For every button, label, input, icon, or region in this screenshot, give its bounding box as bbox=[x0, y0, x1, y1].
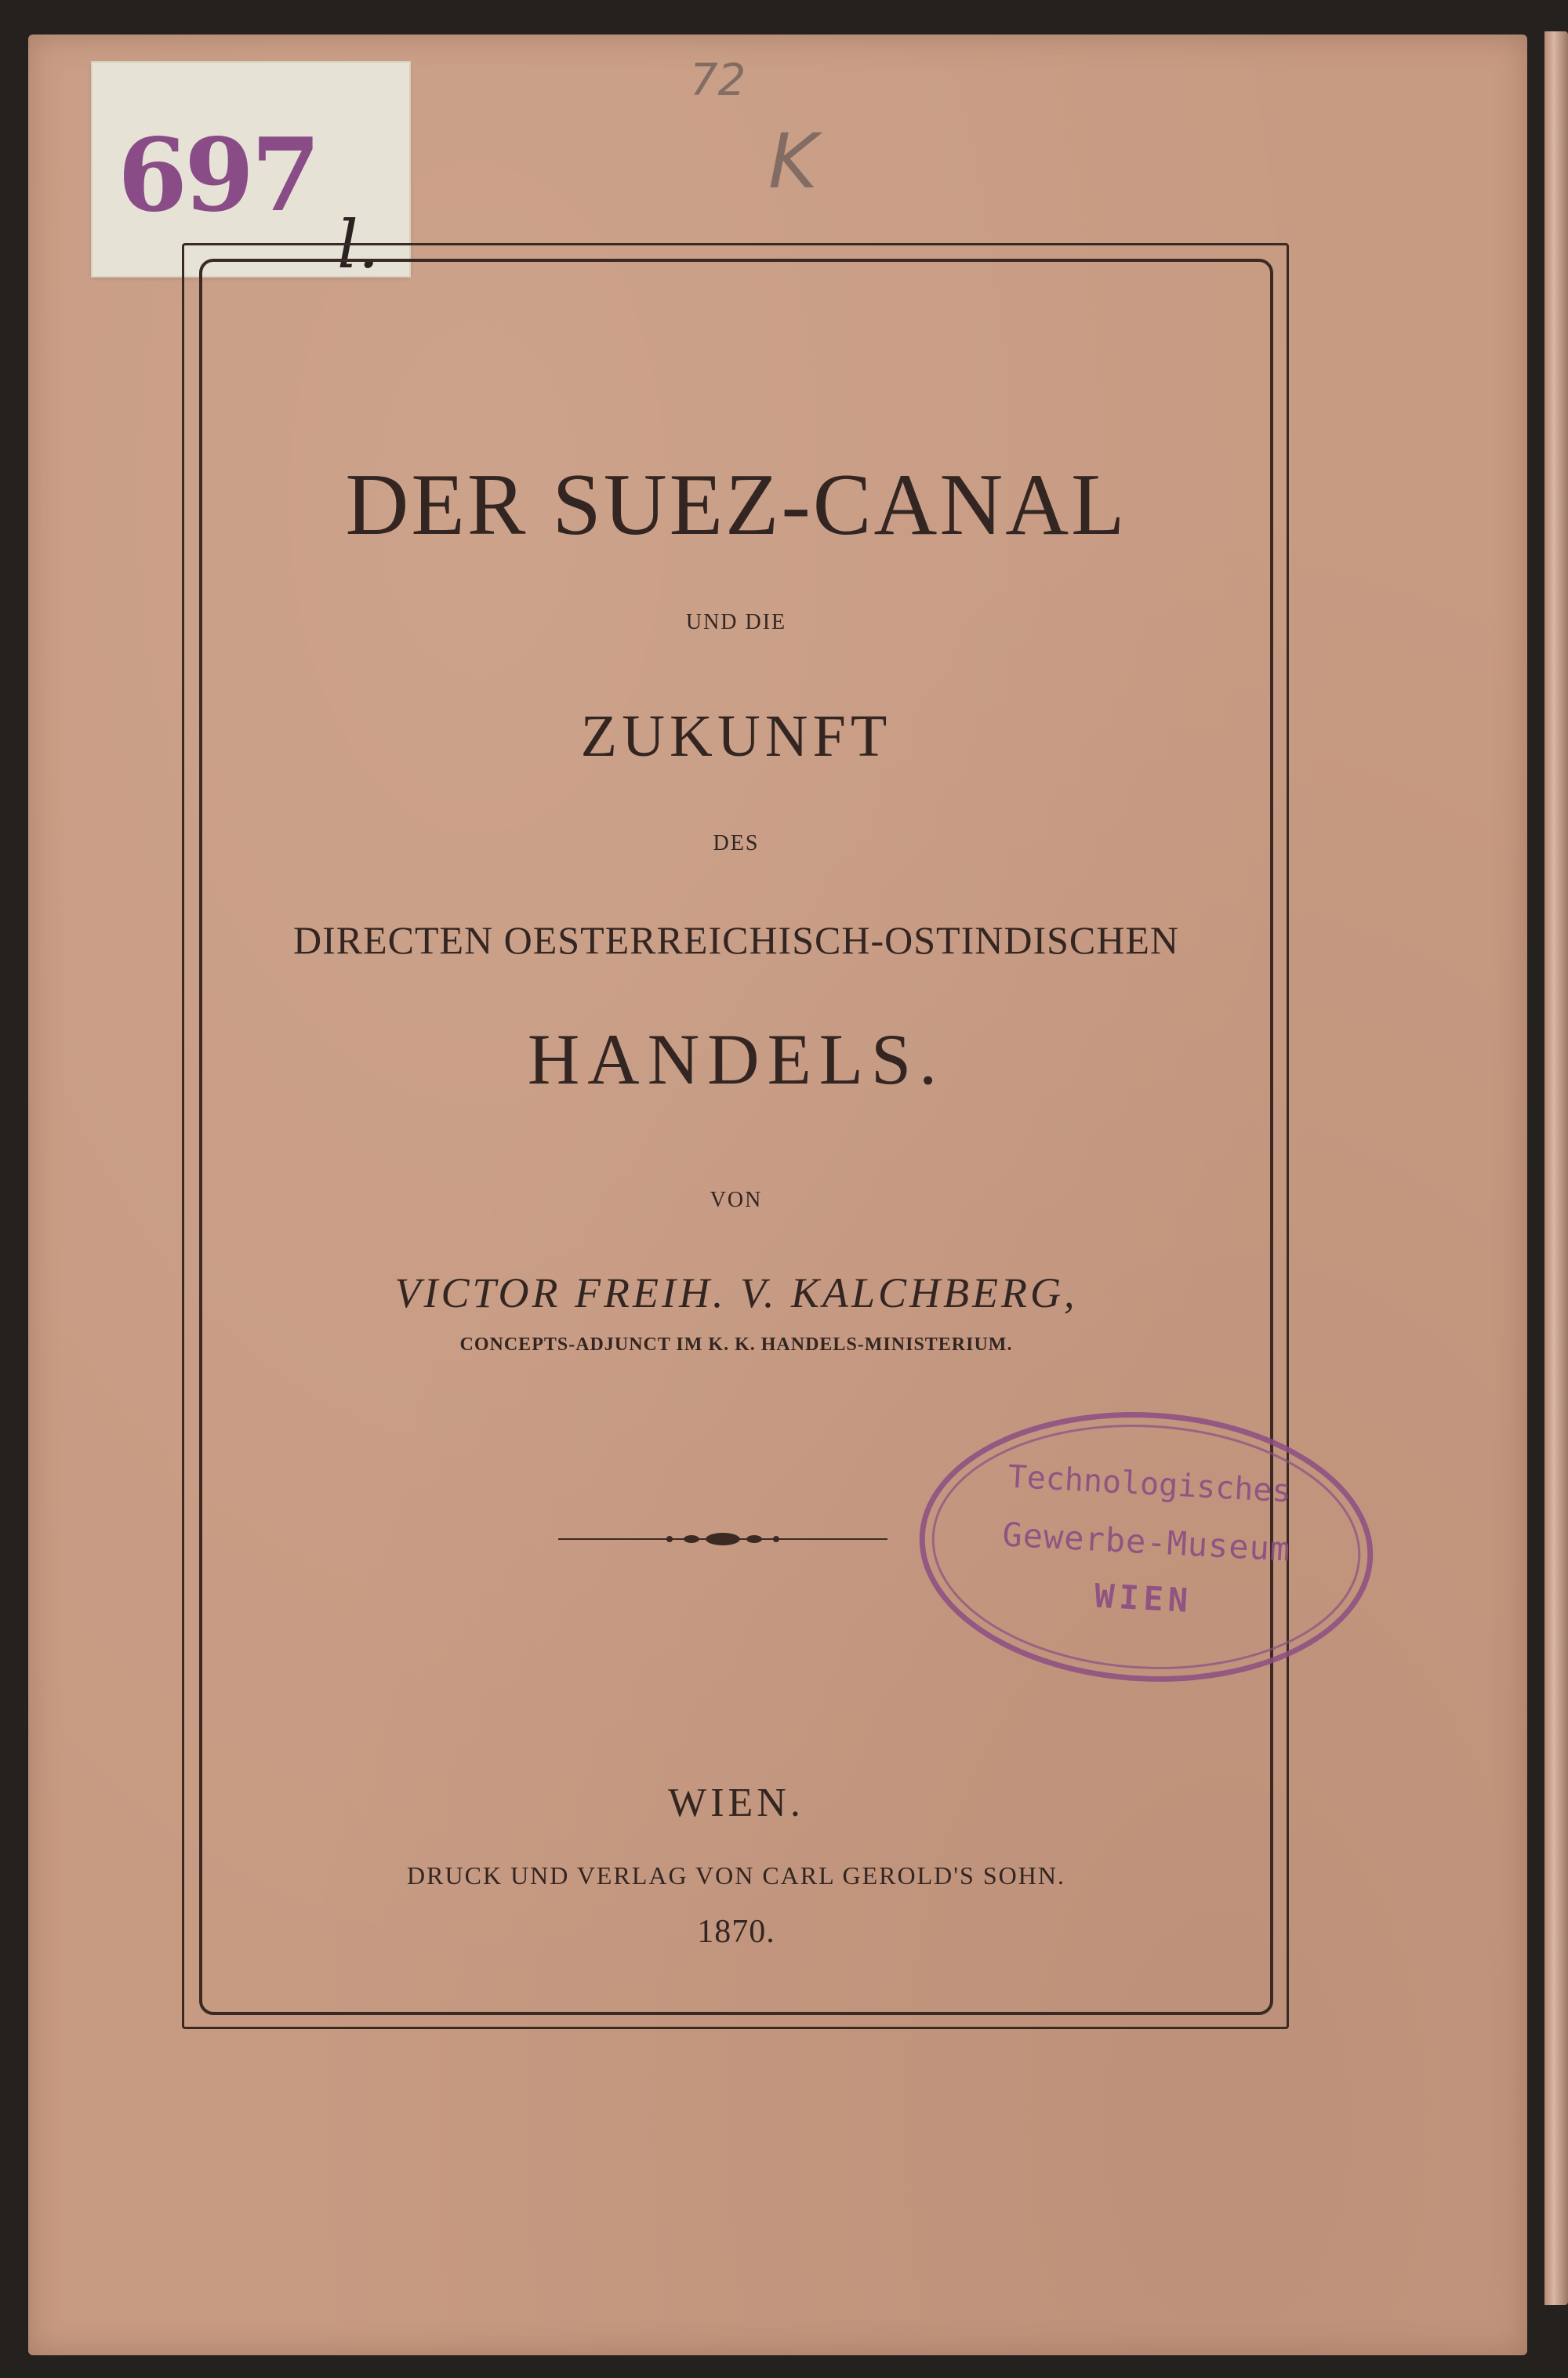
page-edge bbox=[1544, 31, 1568, 2305]
title-main: DER SUEZ-CANAL bbox=[345, 456, 1127, 554]
publication-place: WIEN. bbox=[668, 1781, 804, 1825]
stamp-line-2: Gewerbe-Museum bbox=[1001, 1515, 1292, 1569]
library-label-number: 697 bbox=[118, 117, 318, 234]
museum-stamp bbox=[909, 1396, 1384, 1697]
title-fourth: HANDELS. bbox=[527, 1019, 946, 1099]
publisher-line: DRUCK UND VERLAG VON CARL GEROLD'S SOHN. bbox=[407, 1861, 1065, 1890]
title-second: ZUKUNFT bbox=[580, 703, 892, 769]
pencil-mark-letter: K bbox=[768, 118, 818, 205]
by-line: VON bbox=[710, 1188, 763, 1212]
publication-year: 1870. bbox=[697, 1914, 775, 1950]
stamp-line-3: WIEN bbox=[1093, 1576, 1194, 1621]
pencil-mark-number: 72 bbox=[690, 55, 746, 106]
ornament-divider bbox=[558, 1526, 887, 1552]
author-name: VICTOR FREIH. V. KALCHBERG, bbox=[394, 1269, 1078, 1316]
stamp-line-1: Technologisches bbox=[1007, 1458, 1292, 1510]
author-role: CONCEPTS-ADJUNCT IM K. K. HANDELS-MINISTERIUM. bbox=[459, 1334, 1013, 1355]
title-connector-2: DES bbox=[713, 831, 760, 855]
title-third: DIRECTEN OESTERREICHISCH-OSTINDISCHEN bbox=[292, 918, 1180, 962]
title-connector-1: UND DIE bbox=[685, 610, 787, 634]
library-label-suffix: l. bbox=[337, 206, 379, 283]
